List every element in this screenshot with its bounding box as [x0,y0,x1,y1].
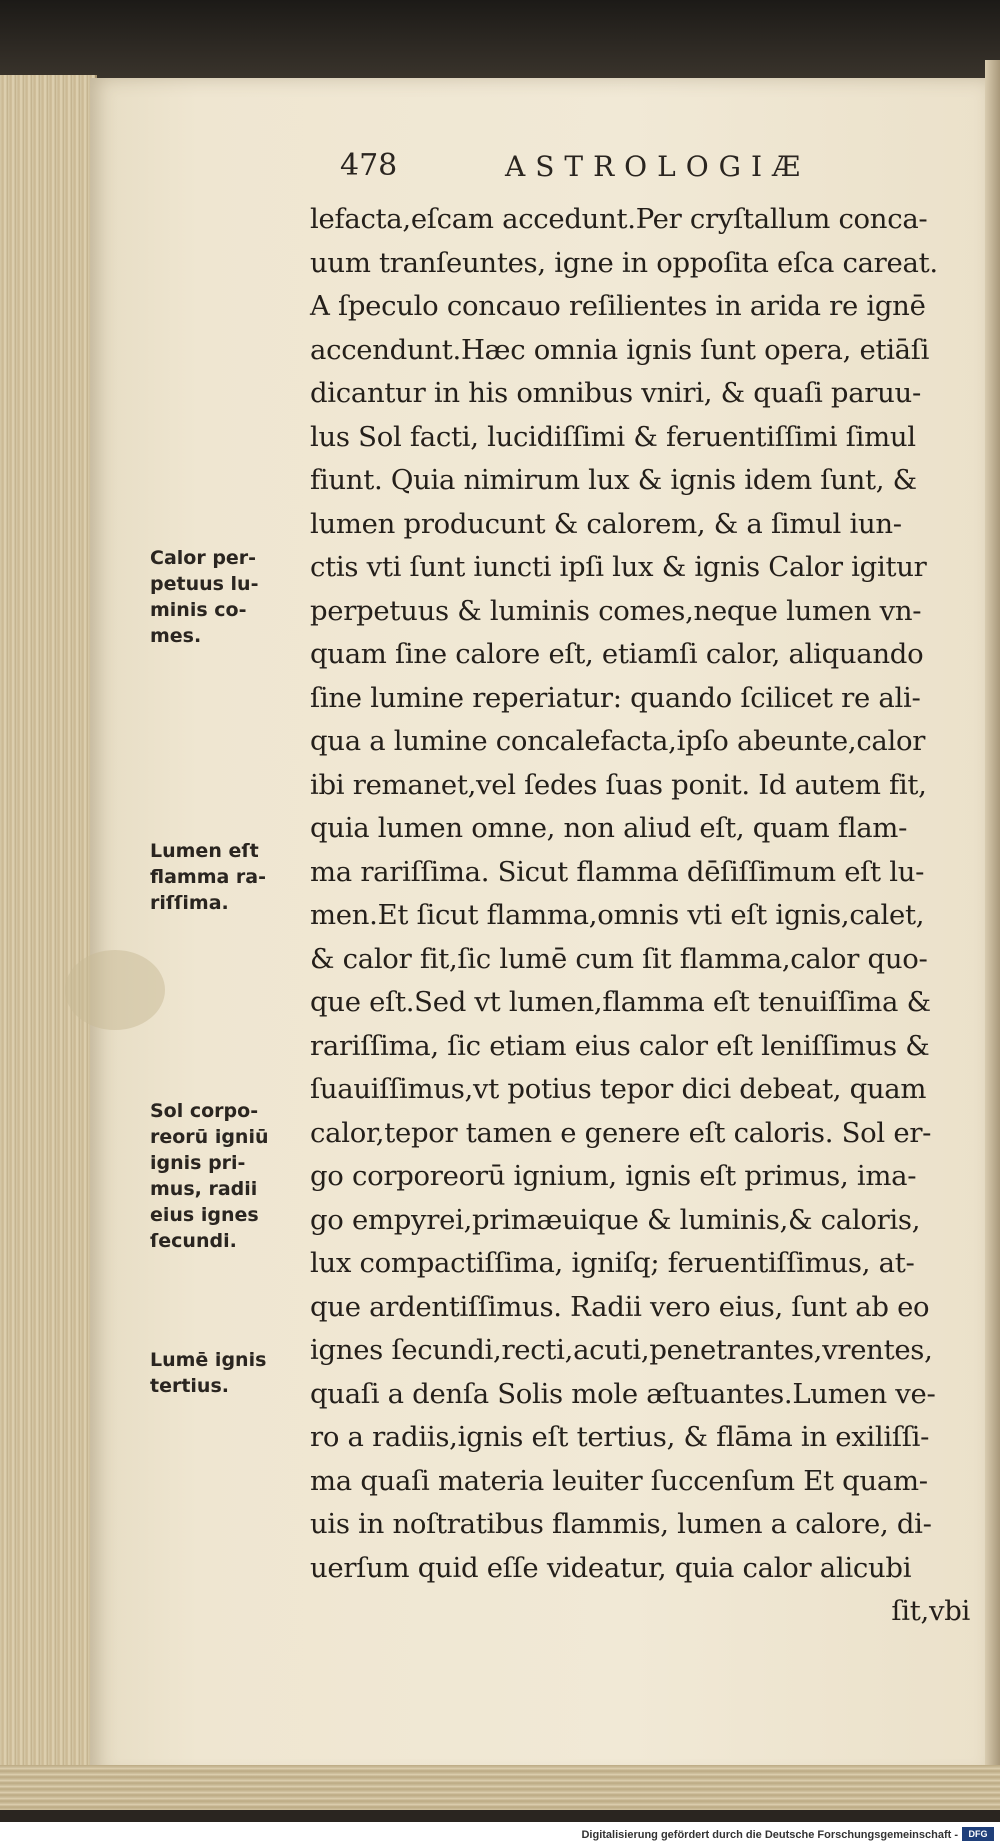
text-line: quia lumen omne, non aliud eſt, quam flam- [310,812,908,844]
margin-note-calor [150,545,310,649]
text-line: accendunt.Hæc omnia ignis ſunt opera, etiāſi [310,333,930,366]
text-line: uis in noſtratibus flammis, lumen a calore, di- [310,1508,932,1540]
text-line: lus Sol facti, lucidiſſimi & feruentiſſimi ſimul [310,420,916,453]
margin-note-line: minis co- [150,599,247,621]
page-header [340,148,900,194]
text-line: que eſt.Sed vt lumen,flamma eſt tenuiſſima & [310,986,931,1018]
margin-note-line: Sol corpo- [150,1100,259,1122]
book-page-edges [0,75,97,1785]
text-line: ignes ſecundi,recti,acuti,penetrantes,vrentes, [310,1334,933,1366]
text-line: men.Et ſicut flamma,omnis vti eſt ignis,calet, [310,899,925,931]
margin-note-line: Lumē ignis [150,1349,267,1371]
page-number: 478 [340,148,398,183]
margin-note-line: mus, radii [150,1178,258,1200]
text-line: & calor fit,ſic lumē cum ſit flamma,calor quo- [310,942,928,975]
footer-credit: Digitalisierung gefördert durch die Deutsche Forschungsgemeinschaft - [581,1829,958,1841]
text-line: rariſſima, ſic etiam eius calor eſt leniſſimus & [310,1029,930,1062]
margin-note-lume-ignis [150,1347,310,1399]
paper-stain [65,950,165,1030]
margin-note-line: petuus lu- [150,573,259,595]
margin-note-line: reorū igniū [150,1126,269,1148]
text-line: qua a lumine concalefacta,ipſo abeunte,calor [310,725,926,757]
text-line: calor,tepor tamen e genere eſt caloris. Sol er- [310,1116,932,1149]
text-line: ma rariſſima. Sicut flamma dēſiſſimum eſt lu- [310,855,925,888]
margin-note-line: ignis pri- [150,1152,246,1174]
scan-background-top [0,0,1000,80]
margin-note-lumen [150,838,310,916]
text-line: A ſpeculo concauo reſilientes in arida re ignē [310,290,926,322]
text-line: ſine lumine reperiatur: quando ſcilicet re ali- [310,681,921,714]
margin-note-line: tertius. [150,1375,229,1397]
margin-note-sol [150,1098,310,1254]
text-line: uerſum quid eſſe videatur, quia calor alicubi [310,1551,912,1584]
text-line: lux compactiſſima, igniſq; feruentiſſimus, at- [310,1247,915,1279]
dfg-logo: DFG [962,1827,994,1841]
margin-note-line: riſſima. [150,892,229,914]
text-line: ibi remanet,vel ſedes ſuas ponit. Id autem fit, [310,768,927,801]
text-line: quam ſine calore eſt, etiamſi calor, aliquando [310,638,924,670]
text-line: dicantur in his omnibus vniri, & quaſi paruu- [310,377,921,409]
text-line: ro a radiis,ignis eſt tertius, & flāma in exiliſſi- [310,1421,930,1453]
text-line: go empyrei,primæuique & luminis,& caloris, [310,1203,921,1236]
margin-note-line: mes. [150,625,202,647]
book-bottom-edge [0,1765,1000,1810]
text-line: lefacta,eſcam accedunt.Per cryſtallum conca- [310,203,928,235]
running-title: ASTROLOGIÆ [505,150,811,183]
body-text [310,198,990,1634]
margin-note-line: eius ignes [150,1204,259,1226]
text-line: fiunt. Quia nimirum lux & ignis idem ſunt, & [310,464,917,496]
text-line: uum tranſeuntes, igne in oppoſita eſca careat. [310,246,938,279]
margin-note-line: Lumen eſt [150,840,259,862]
text-line: ctis vti ſunt iuncti ipſi lux & ignis Calor igitur [310,551,927,583]
margin-note-line: Calor per- [150,547,257,569]
text-line: quaſi a denſa Solis mole æſtuantes.Lumen ve- [310,1377,936,1410]
margin-note-line: ſecundi. [150,1230,237,1252]
margin-note-line: flamma ra- [150,866,267,888]
text-line: perpetuus & luminis comes,neque lumen vn- [310,594,922,627]
text-line: ma quaſi materia leuiter ſuccenſum Et quam- [310,1464,928,1497]
text-line: go corporeorū ignium, ignis eſt primus, ima- [310,1160,917,1192]
text-line: que ardentiſſimus. Radii vero eius, ſunt ab eo [310,1290,930,1323]
text-line: lumen producunt & calorem, & a ſimul iun- [310,507,902,540]
text-line: ſuauiſſimus,vt potius tepor dici debeat, quam [310,1073,927,1105]
text-line: ſit,vbi [891,1595,970,1627]
